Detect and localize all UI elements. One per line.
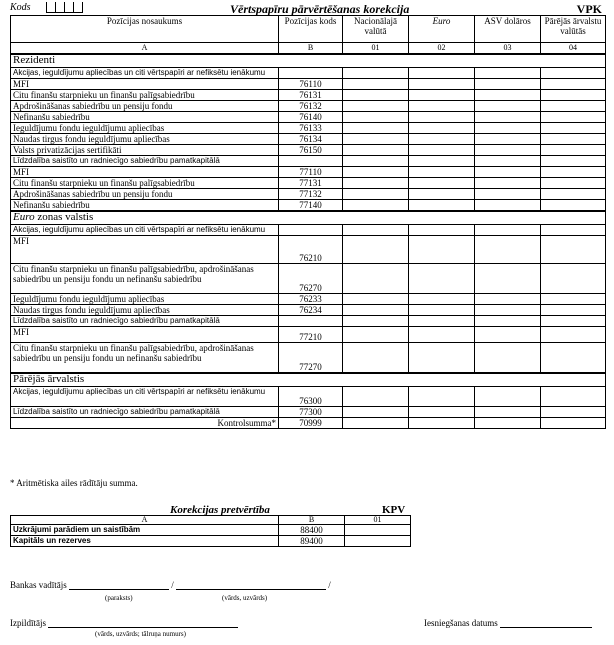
- value-cell[interactable]: [475, 417, 541, 428]
- table-row: [11, 178, 606, 189]
- group-label: Akcijas, ieguldījumu apliecības un citi vērtspapīri ar nefiksētu ienākumu: [11, 386, 279, 406]
- control-sum-row: [11, 417, 606, 428]
- value-cell[interactable]: [475, 79, 541, 90]
- value-cell[interactable]: [409, 225, 475, 236]
- correction-table: [10, 515, 411, 547]
- value-cell[interactable]: [409, 236, 475, 264]
- row-code: 76134: [279, 134, 343, 145]
- value-cell[interactable]: [343, 225, 409, 236]
- row-code: 77132: [279, 189, 343, 200]
- col-letter: 04: [541, 43, 606, 55]
- row-code: 77210: [279, 327, 343, 343]
- col-header-national: Nacionālajā valūtā: [343, 16, 409, 43]
- value-cell[interactable]: [409, 327, 475, 343]
- row-label: Valsts privatizācijas sertifikāti: [11, 145, 279, 156]
- value-cell[interactable]: [475, 316, 541, 327]
- value-cell[interactable]: [343, 236, 409, 264]
- row-code: [279, 225, 343, 236]
- table-row: [11, 101, 606, 112]
- value-cell[interactable]: [343, 264, 409, 294]
- section-row: [11, 54, 606, 68]
- col-header-usd: ASV dolāros: [475, 16, 541, 43]
- correction-code: KPV: [382, 504, 406, 516]
- value-cell[interactable]: [343, 189, 409, 200]
- value-cell[interactable]: [409, 178, 475, 189]
- value-cell[interactable]: [343, 343, 409, 373]
- group-label: Akcijas, ieguldījumu apliecības un citi vērtspapīri ar nefiksētu ienākumu: [11, 225, 279, 236]
- value-cell[interactable]: [541, 145, 606, 156]
- value-cell[interactable]: [409, 316, 475, 327]
- col-letter: 02: [409, 43, 475, 55]
- value-cell[interactable]: [475, 406, 541, 417]
- value-cell[interactable]: [541, 123, 606, 134]
- value-cell[interactable]: [475, 189, 541, 200]
- value-cell[interactable]: [475, 167, 541, 178]
- row-code: 76150: [279, 145, 343, 156]
- correction-title: Korekcijas pretvērtība: [170, 504, 270, 516]
- value-cell[interactable]: [475, 101, 541, 112]
- value-cell[interactable]: [409, 90, 475, 101]
- control-sum-label: Kontrolsumma*: [11, 417, 279, 428]
- value-cell[interactable]: [475, 134, 541, 145]
- correction-row-code: 89400: [279, 536, 345, 547]
- col-letter: 01: [345, 516, 411, 525]
- col-header-euro: Euro: [409, 16, 475, 43]
- value-cell[interactable]: [409, 386, 475, 406]
- value-cell[interactable]: [475, 386, 541, 406]
- group-row: [11, 316, 606, 327]
- correction-row-label: Kapitāls un rezerves: [11, 536, 279, 547]
- signature-caption: (paraksts): [105, 594, 133, 602]
- value-cell[interactable]: [541, 189, 606, 200]
- row-label: Naudas tirgus fondu ieguldījumu apliecības: [11, 134, 279, 145]
- bank-leader-block: Bankas vadītājs / /: [10, 580, 331, 590]
- row-code: 77110: [279, 167, 343, 178]
- group-label: Akcijas, ieguldījumu apliecības un citi vērtspapīri ar nefiksētu ienākumu: [11, 68, 279, 79]
- row-label: Nefinanšu sabiedrību: [11, 200, 279, 212]
- value-cell[interactable]: [541, 68, 606, 79]
- value-cell[interactable]: [409, 79, 475, 90]
- row-label: Ieguldījumu fondu ieguldījumu apliecības: [11, 294, 279, 305]
- col-header-code: Pozīcijas kods: [279, 16, 343, 43]
- row-code: 76233: [279, 294, 343, 305]
- group-label: Līdzdalība saistīto un radniecīgo sabiedrību pamatkapitālā: [11, 316, 279, 327]
- group-label: Līdzdalība saistīto un radniecīgo sabiedrību pamatkapitālā: [11, 406, 279, 417]
- value-cell[interactable]: [345, 536, 411, 547]
- value-cell[interactable]: [343, 101, 409, 112]
- form-code: VPK: [576, 2, 602, 16]
- row-label: Nefinanšu sabiedrību: [11, 112, 279, 123]
- executor-caption: (vārds, uzvārds; tālruņa numurs): [95, 630, 186, 638]
- row-label: MFI: [11, 236, 279, 264]
- value-cell[interactable]: [343, 90, 409, 101]
- row-code: 76300: [279, 386, 343, 406]
- value-cell[interactable]: [409, 406, 475, 417]
- table-row: [11, 189, 606, 200]
- value-cell[interactable]: [343, 134, 409, 145]
- value-cell[interactable]: [409, 134, 475, 145]
- date-label: Iesniegšanas datums: [424, 618, 498, 628]
- row-code: 76210: [279, 236, 343, 264]
- value-cell[interactable]: [541, 406, 606, 417]
- table-row: [11, 123, 606, 134]
- section-title-text: Pārējās ārvalstis: [13, 372, 85, 385]
- value-cell[interactable]: [541, 294, 606, 305]
- value-cell[interactable]: [343, 145, 409, 156]
- group-row: [11, 68, 606, 79]
- row-code: [279, 156, 343, 167]
- value-cell[interactable]: [409, 68, 475, 79]
- row-label: Naudas tirgus fondu ieguldījumu apliecības: [11, 305, 279, 316]
- value-cell[interactable]: [475, 156, 541, 167]
- table-row: [11, 79, 606, 90]
- value-cell[interactable]: [343, 327, 409, 343]
- value-cell[interactable]: [541, 305, 606, 316]
- col-letter: A: [11, 43, 279, 55]
- table-row: [11, 145, 606, 156]
- table-row: [11, 327, 606, 343]
- row-label: Apdrošināšanas sabiedrību un pensiju fondu: [11, 189, 279, 200]
- value-cell[interactable]: [343, 112, 409, 123]
- value-cell[interactable]: [343, 123, 409, 134]
- executor-label: Izpildītājs: [10, 618, 46, 628]
- value-cell[interactable]: [541, 264, 606, 294]
- row-label: Citu finanšu starpnieku un finanšu palīgsabiedrību, apdrošināšanas sabiedrību un pensiju fondu un nefinanšu sabiedrību: [11, 343, 279, 373]
- value-cell[interactable]: [345, 525, 411, 536]
- section-title: [11, 54, 606, 68]
- signature-line[interactable]: [69, 589, 169, 590]
- value-cell[interactable]: [475, 123, 541, 134]
- table-row: [11, 236, 606, 264]
- row-code: 76140: [279, 112, 343, 123]
- value-cell[interactable]: [343, 178, 409, 189]
- correction-row-label: Uzkrājumi parādiem un saistībām: [11, 525, 279, 536]
- value-cell[interactable]: [475, 294, 541, 305]
- bank-leader-label: Bankas vadītājs: [10, 580, 67, 590]
- value-cell[interactable]: [475, 305, 541, 316]
- value-cell[interactable]: [475, 264, 541, 294]
- col-letter: 03: [475, 43, 541, 55]
- group-row: [11, 406, 606, 417]
- value-cell[interactable]: [541, 417, 606, 428]
- row-code: [279, 68, 343, 79]
- value-cell[interactable]: [541, 236, 606, 264]
- value-cell[interactable]: [409, 200, 475, 212]
- date-block: [424, 618, 592, 628]
- value-cell[interactable]: [541, 225, 606, 236]
- row-code: 77270: [279, 343, 343, 373]
- value-cell[interactable]: [409, 123, 475, 134]
- value-cell[interactable]: [343, 200, 409, 212]
- group-row: [11, 156, 606, 167]
- value-cell[interactable]: [343, 79, 409, 90]
- value-cell[interactable]: [541, 327, 606, 343]
- kods-input-boxes[interactable]: [46, 2, 83, 13]
- group-row: [11, 225, 606, 236]
- row-code: 77300: [279, 406, 343, 417]
- value-cell[interactable]: [475, 236, 541, 264]
- value-cell[interactable]: [475, 225, 541, 236]
- value-cell[interactable]: [343, 68, 409, 79]
- row-label: Ieguldījumu fondu ieguldījumu apliecības: [11, 123, 279, 134]
- row-code: 76234: [279, 305, 343, 316]
- col-header-other: Pārējās ārvalstu valūtās: [541, 16, 606, 43]
- col-letter: B: [279, 43, 343, 55]
- col-letter: B: [279, 516, 345, 525]
- value-cell[interactable]: [409, 264, 475, 294]
- value-cell[interactable]: [343, 406, 409, 417]
- row-label: MFI: [11, 167, 279, 178]
- row-label: Citu finanšu starpnieku un finanšu palīgsabiedrību: [11, 90, 279, 101]
- row-code: 76133: [279, 123, 343, 134]
- value-cell[interactable]: [343, 417, 409, 428]
- row-label: Citu finanšu starpnieku un finanšu palīgsabiedrību: [11, 178, 279, 189]
- row-code: 76131: [279, 90, 343, 101]
- control-sum-code: 70999: [279, 417, 343, 428]
- value-cell[interactable]: [409, 156, 475, 167]
- main-table: [10, 15, 606, 429]
- value-cell[interactable]: [541, 343, 606, 373]
- value-cell[interactable]: [475, 90, 541, 101]
- value-cell[interactable]: [541, 167, 606, 178]
- value-cell[interactable]: [409, 101, 475, 112]
- table-row: [11, 90, 606, 101]
- value-cell[interactable]: [343, 386, 409, 406]
- value-cell[interactable]: [475, 178, 541, 189]
- name-line[interactable]: [176, 589, 326, 590]
- value-cell[interactable]: [343, 156, 409, 167]
- value-cell[interactable]: [541, 134, 606, 145]
- value-cell[interactable]: [541, 101, 606, 112]
- table-row: [11, 167, 606, 178]
- value-cell[interactable]: [541, 79, 606, 90]
- executor-line[interactable]: [48, 627, 238, 628]
- value-cell[interactable]: [541, 178, 606, 189]
- value-cell[interactable]: [409, 294, 475, 305]
- value-cell[interactable]: [409, 305, 475, 316]
- section-title-text: zonas valstis: [37, 211, 94, 223]
- group-row: [11, 386, 606, 406]
- value-cell[interactable]: [475, 327, 541, 343]
- table-row: [11, 264, 606, 294]
- value-cell[interactable]: [541, 112, 606, 123]
- col-letter: 01: [343, 43, 409, 55]
- value-cell[interactable]: [541, 386, 606, 406]
- row-code: 76270: [279, 264, 343, 294]
- value-cell[interactable]: [409, 145, 475, 156]
- value-cell[interactable]: [475, 112, 541, 123]
- row-code: 77140: [279, 200, 343, 212]
- value-cell[interactable]: [409, 112, 475, 123]
- section-row: [11, 373, 606, 387]
- value-cell[interactable]: [541, 200, 606, 212]
- executor-block: [10, 618, 238, 628]
- value-cell[interactable]: [343, 294, 409, 305]
- value-cell[interactable]: [409, 417, 475, 428]
- row-label: Apdrošināšanas sabiedrību un pensiju fondu: [11, 101, 279, 112]
- section-title: [11, 373, 606, 387]
- value-cell[interactable]: [541, 156, 606, 167]
- row-label: MFI: [11, 327, 279, 343]
- value-cell[interactable]: [541, 90, 606, 101]
- value-cell[interactable]: [409, 343, 475, 373]
- table-row: [11, 134, 606, 145]
- col-letter: A: [11, 516, 279, 525]
- value-cell[interactable]: [475, 68, 541, 79]
- table-row: [11, 294, 606, 305]
- table-row: [11, 343, 606, 373]
- footnote: * Aritmētiska ailes rādītāju summa.: [10, 478, 138, 488]
- group-label: Līdzdalība saistīto un radniecīgo sabiedrību pamatkapitālā: [11, 156, 279, 167]
- row-label: Citu finanšu starpnieku un finanšu palīgsabiedrību, apdrošināšanas sabiedrību un pensiju fondu un nefinanšu sabiedrību: [11, 264, 279, 294]
- table-row: [11, 112, 606, 123]
- col-header-name: Pozīcijas nosaukums: [11, 16, 279, 43]
- section-row: [11, 211, 606, 225]
- value-cell[interactable]: [343, 316, 409, 327]
- value-cell[interactable]: [343, 167, 409, 178]
- row-code: 76132: [279, 101, 343, 112]
- name-caption: (vārds, uzvārds): [222, 594, 268, 602]
- section-title-text: Rezidenti: [13, 54, 56, 66]
- correction-row-code: 88400: [279, 525, 345, 536]
- row-code: [279, 316, 343, 327]
- page-title: Vērtspapīru pārvērtēšanas korekcija: [230, 2, 410, 16]
- row-code: 77131: [279, 178, 343, 189]
- value-cell[interactable]: [541, 316, 606, 327]
- section-title-italic: Euro: [13, 211, 35, 223]
- value-cell[interactable]: [475, 200, 541, 212]
- row-label: MFI: [11, 79, 279, 90]
- value-cell[interactable]: [409, 167, 475, 178]
- value-cell[interactable]: [475, 145, 541, 156]
- row-code: 76110: [279, 79, 343, 90]
- value-cell[interactable]: [343, 305, 409, 316]
- table-row: [11, 200, 606, 212]
- table-row: [11, 305, 606, 316]
- value-cell[interactable]: [409, 189, 475, 200]
- date-line[interactable]: [500, 627, 592, 628]
- value-cell[interactable]: [475, 343, 541, 373]
- kods-label: Kods: [10, 2, 31, 13]
- section-title: [11, 211, 606, 225]
